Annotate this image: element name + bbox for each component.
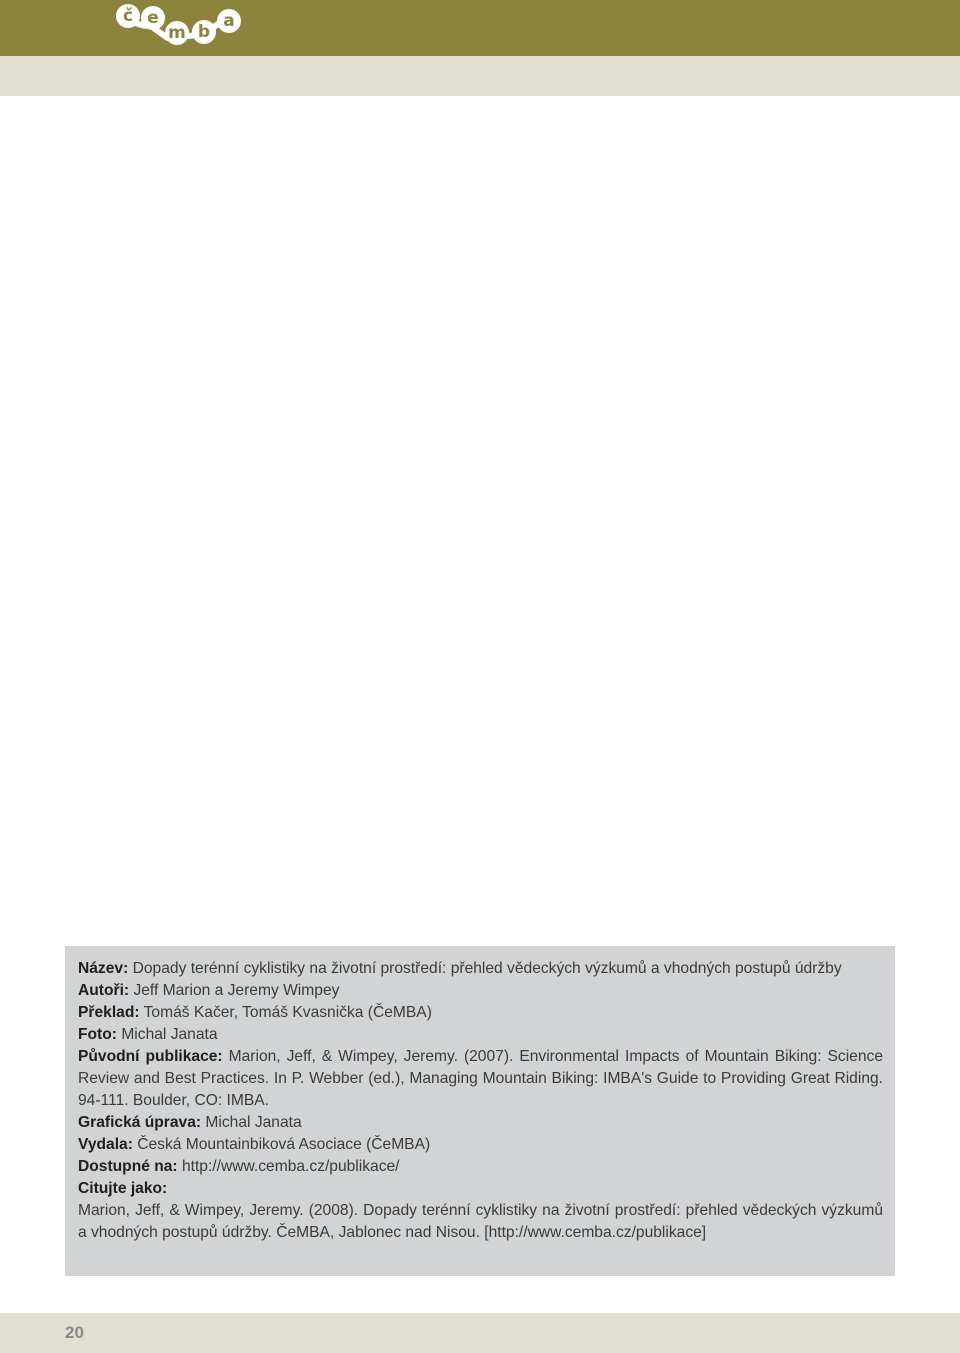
colophon-design (78, 1112, 883, 1134)
colophon-authors (78, 980, 883, 1002)
cemba-logo (112, 2, 248, 46)
translation-value: Tomáš Kačer, Tomáš Kvasnička (ČeMBA) (143, 1004, 432, 1021)
page-number: 20 (65, 1323, 84, 1342)
design-label: Grafická úprava: (78, 1114, 202, 1131)
publisher-label: Vydala: (78, 1136, 133, 1153)
available-link[interactable]: http://www.cemba.cz/publikace/ (181, 1158, 400, 1175)
logo-letter-b: b (192, 20, 216, 44)
authors-value: Jeff Marion a Jeremy Wimpey (133, 982, 340, 999)
colophon-title (78, 958, 883, 980)
colophon-citation: Marion, Jeff, & Wimpey, Jeremy. (2008). Dopady terénní cyklistiky na životní prostředí: přehled vědeckých výzkumů a vhodných postupů údržby. ČeMBA, Jablonec nad Nisou. [http://www.cemba.cz/publikace] (78, 1202, 883, 1241)
original-label: Původní publikace: (78, 1048, 223, 1065)
logo-letter-a: a (217, 9, 241, 33)
colophon-publisher (78, 1134, 883, 1156)
logo-letter-m: m (165, 21, 189, 45)
title-value: Dopady terénní cyklistiky na životní prostředí: přehled vědeckých výzkumů a vhodných postupů údržby (132, 960, 842, 977)
colophon-photo (78, 1024, 883, 1046)
cite-label: Citujte jako: (78, 1180, 168, 1197)
footer-band (0, 1313, 960, 1353)
photo-label: Foto: (78, 1026, 117, 1043)
photo-value: Michal Janata (121, 1026, 218, 1043)
title-label: Název: (78, 960, 129, 977)
colophon-translation (78, 1002, 883, 1024)
available-label: Dostupné na: (78, 1158, 178, 1175)
header-band (0, 0, 960, 56)
logo-letter-e: e (141, 6, 165, 30)
header-stripe (0, 56, 960, 96)
logo-letter-c: č (116, 4, 140, 28)
publisher-value: Česká Mountainbiková Asociace (ČeMBA) (137, 1136, 431, 1153)
authors-label: Autoři: (78, 982, 130, 999)
colophon-cite-heading (78, 1178, 883, 1200)
colophon-box (65, 946, 895, 1276)
design-value: Michal Janata (205, 1114, 302, 1131)
colophon-original-publication (78, 1046, 883, 1112)
colophon-available (78, 1156, 883, 1178)
original-value: Marion, Jeff, & Wimpey, Jeremy. (2007). Environmental Impacts of Mountain Biking: Science Review and Best Practices. In P. Webber (ed.), Managing Mountain Biking: IMBA's Guide to Providing Great Riding. 94-111. Boulder, CO: IMBA. (78, 1048, 883, 1109)
translation-label: Překlad: (78, 1004, 140, 1021)
